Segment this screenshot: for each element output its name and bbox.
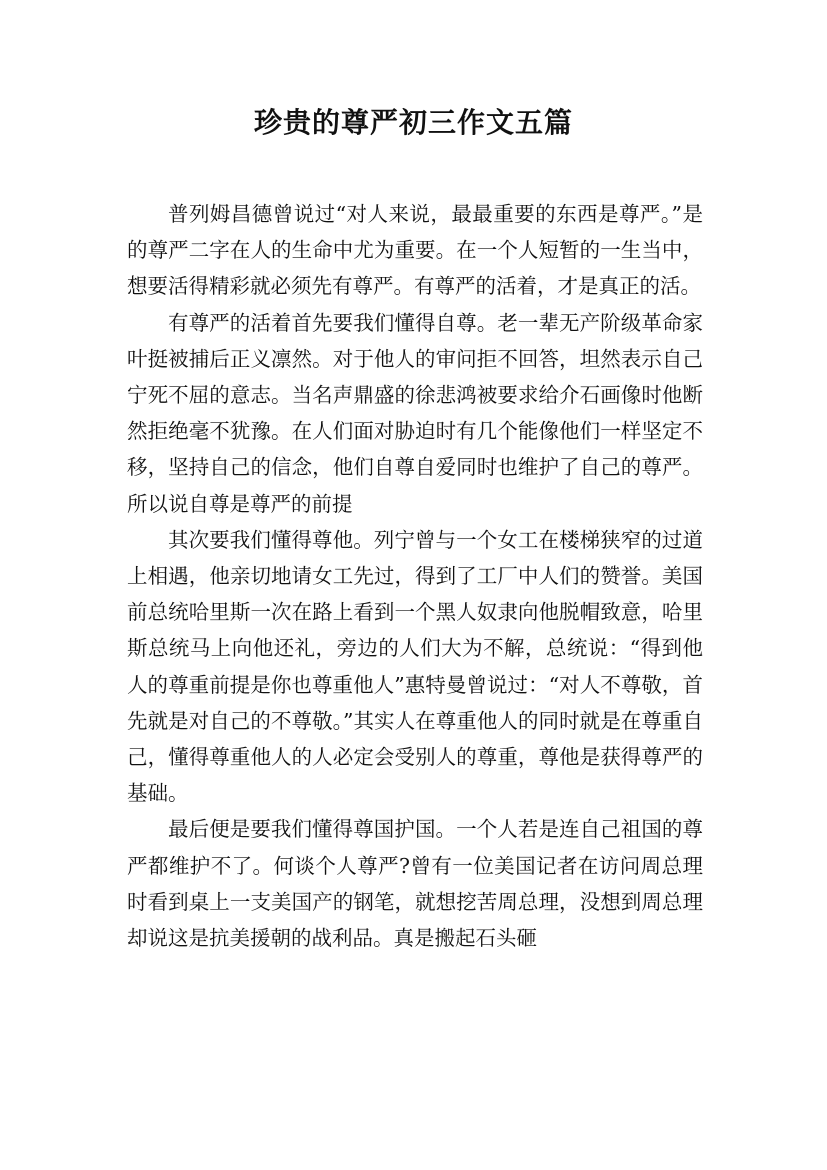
document-body: [127, 196, 703, 956]
paragraph-2: 有尊严的活着首先要我们懂得自尊。老一辈无产阶级革命家叶挺被捕后正义凛然。对于他人的审问拒不回答，坦然表示自己宁死不屈的意志。当名声鼎盛的徐悲鸿被要求给介石画像时他断然拒绝毫不犹豫。在人们面对胁迫时有几个能像他们一样坚定不移，坚持自己的信念，他们自尊自爱同时也维护了自己的尊严。所以说自尊是尊严的前提: [127, 310, 703, 516]
document-title: 珍贵的尊严初三作文五篇: [253, 106, 573, 139]
paragraph-3: 其次要我们懂得尊他。列宁曾与一个女工在楼梯狭窄的过道上相遇，他亲切地请女工先过，得到了工厂中人们的赞誉。美国前总统哈里斯一次在路上看到一个黑人奴隶向他脱帽致意，哈里斯总统马上向他还礼，旁边的人们大为不解，总统说：“得到他人的尊重前提是你也尊重他人”惠特曼曾说过：“对人不尊敬，首先就是对自己的不尊敬。”其实人在尊重他人的同时就是在尊重自己，懂得尊重他人的人必定会受别人的尊重，尊他是获得尊严的基础。: [127, 527, 703, 806]
paragraph-1: 普列姆昌德曾说过“对人来说，最最重要的东西是尊严。”是的尊严二字在人的生命中尤为重要。在一个人短暂的一生当中，想要活得精彩就必须先有尊严。有尊严的活着，才是真正的活。: [127, 202, 703, 299]
paragraph-4: 最后便是要我们懂得尊国护国。一个人若是连自己祖国的尊严都维护不了。何谈个人尊严?曾有一位美国记者在访问周总理时看到桌上一支美国产的钢笔，就想挖苦周总理，没想到周总理却说这是抗美援朝的战利品。真是搬起石头砸: [127, 817, 703, 951]
